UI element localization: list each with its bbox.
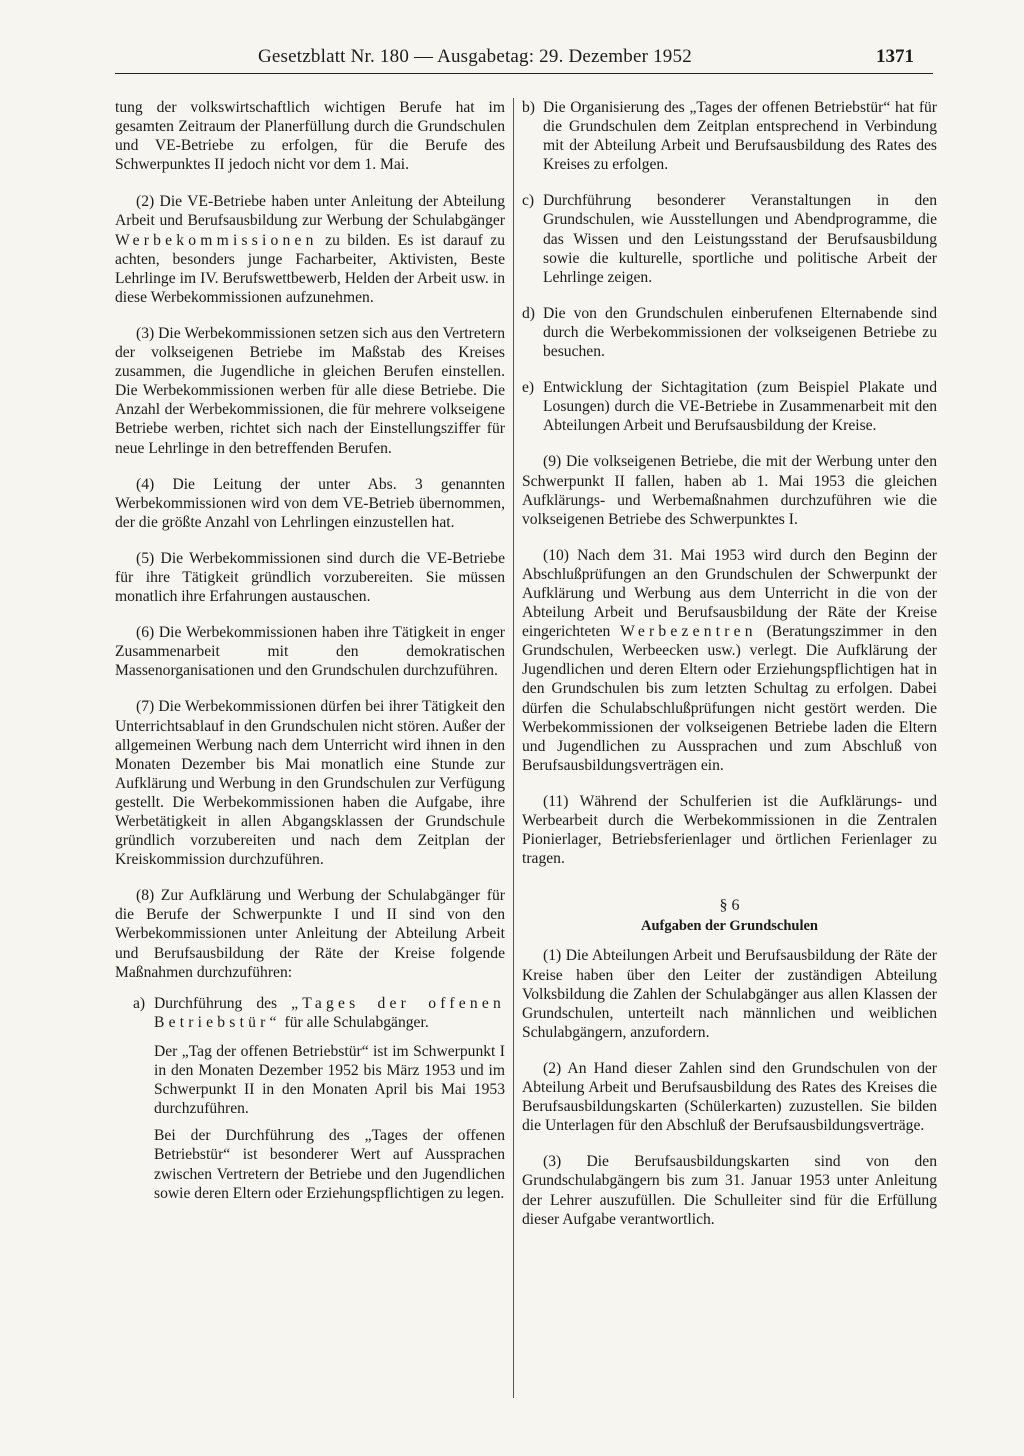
list-label: a) [133, 994, 146, 1012]
right-column [522, 98, 937, 1246]
paragraph-10: (10) Nach dem 31. Mai 1953 wird durch den Beginn der Abschlußprüfungen an den Grundschulen der Schwerpunkt der Aufklärung und Werbung aus dem Unterricht in die von der Abteilung Arbeit und Berufsausbildung der Räte der Kreise eingerichteten Werbezentren (Beratungszimmer in den Grundschulen, Werbeecken usw.) verlegt. Die Aufklärung der Jugendlichen und deren Eltern oder Erziehungspflichtigen hat in den Grundschulen bis zum letzten Schultag zu erfolgen. Dabei dürfen die Schulabschlußprüfungen nicht gestört werden. Die Werbekommissionen der volkseigenen Betriebe laden die Eltern und Jugendlichen zu Aussprachen und zum Abschluß von Berufsausbildungsverträgen ein. [522, 546, 937, 774]
paragraph-11: (11) Während der Schulferien ist die Aufklärungs- und Werbearbeit durch die Werbekommissionen in die Zentralen Pionierlager, Betriebsferienlager und örtlichen Ferienlager zu tragen. [522, 792, 937, 868]
list-label: e) [522, 379, 535, 397]
header-rule [115, 73, 933, 74]
page-header [0, 0, 1024, 80]
continued-paragraph: tung der volkswirtschaftlich wichtigen Berufe hat im gesamten Zeitraum der Planerfüllung durch die Grundschulen und VE-Betriebe zu erfolgen, für die Berufe des Schwerpunktes II jedoch nicht vor dem 1. Mai. [115, 99, 505, 174]
paragraph-2: (2) Die VE-Betriebe haben unter Anleitung der Abteilung Arbeit und Berufsausbildung zur Werbung der Schulabgänger Werbekommissionen zu bilden. Es ist darauf zu achten, besonders junge Facharbeiter, Aktivisten, Beste Lehrlinge im IV. Berufswettbewerb, Helden der Arbeit usw. in diese Werbekommissionen aufzunehmen. [115, 193, 505, 306]
list-label: c) [522, 192, 535, 210]
list-item-a: a) Durchführung des „Tages der offenen Betriebstür“ für alle Schulabgänger. [133, 994, 505, 1031]
spaced-term: „Tages der offenen Betriebstür“ [154, 994, 505, 1031]
section-6-paragraph-1: (1) Die Abteilungen Arbeit und Berufsausbildung der Räte der Kreise haben über den Leiter der zuständigen Abteilung Volksbildung die Zahlen der Schulabgänger aus allen Klassen der Grundschulen, unterteilt nach männlichen und weiblichen Schulabgängern, anzufordern. [522, 947, 937, 1041]
section-6-paragraph-3: (3) Die Berufsausbildungskarten sind von den Grundschulabgängern bis zum 31. Januar 1953 unter Anleitung der Lehrer auszufüllen. Die Schulleiter sind für die Erfüllung dieser Aufgabe verantwortlich. [522, 1153, 937, 1228]
section-6-paragraph-2: (2) An Hand dieser Zahlen sind den Grundschulen von der Abteilung Arbeit und Berufsausbildung des Rates des Kreises die Berufsausbildungskarten (Schülerkarten) zuzustellen. Sie bilden die Unterlagen für den Abschluß der Berufsausbildungsverträge. [522, 1059, 937, 1135]
section-title: Aufgaben der Grundschulen [641, 918, 818, 935]
gazette-title: Gesetzblatt Nr. 180 — Ausgabetag: 29. Dezember 1952 [258, 46, 692, 67]
list-item-b: b) Die Organisierung des „Tages der offenen Betriebstür“ hat für die Grundschulen dem Zeitplan entsprechend in Verbindung mit der Abteilung Arbeit und Berufsausbildung des Rates des Kreises zu erfolgen. [522, 99, 937, 174]
paragraph-8: (8) Zur Aufklärung und Werbung der Schulabgänger für die Berufe der Schwerpunkte I und II sind von den Werbekommissionen unter Anleitung der Abteilung Arbeit und Berufsausbildung der Räte der Kreise folgende Maßnahmen durchzuführen: [115, 887, 505, 981]
list-label: d) [522, 304, 535, 322]
paragraph-3: (3) Die Werbekommissionen setzen sich aus den Vertretern der volkseigenen Betriebe im Maßstab des Kreises zusammen, die Jugendliche in gleichen Berufen einstellen. Die Werbekommissionen werben für alle diese Betriebe. Die Anzahl der Werbekommissionen, die für mehrere volkseigene Betriebe werben, richtet sich nach der Einstellungsziffer für neue Lehrlinge in den betreffenden Berufen. [115, 324, 505, 457]
list-item-a-text-2: Bei der Durchführung des „Tages der offenen Betriebstür“ ist besonderer Wert auf Aussprachen zwischen Vertretern der Betriebe und den Jugendlichen sowie deren Eltern oder Erziehungspflichtigen zu legen. [154, 1127, 505, 1202]
list-item-e: e) Entwicklung der Sichtagitation (zum Beispiel Plakate und Losungen) durch die VE-Betriebe in Zusammenarbeit mit den Abteilungen Arbeit und Berufsausbildung der Kreise. [522, 379, 937, 435]
list-item-d: d) Die von den Grundschulen einberufenen Elternabende sind durch die Werbekommissionen der volkseigenen Betriebe zu besuchen. [522, 304, 937, 361]
paragraph-6: (6) Die Werbekommissionen haben ihre Tätigkeit in enger Zusammenarbeit mit den demokratischen Massenorganisationen und den Grundschulen durchzuführen. [115, 624, 505, 680]
section-number: § 6 [719, 897, 740, 915]
left-column [115, 98, 505, 1211]
list-item-a-text-1: Der „Tag der offenen Betriebstür“ ist im Schwerpunkt I in den Monaten Dezember 1952 bis März 1953 und im Schwerpunkt II in den Monaten April bis Mai 1953 durchzuführen. [154, 1042, 505, 1118]
list-item-c: c) Durchführung besonderer Veranstaltungen in den Grundschulen, wie Ausstellungen und Abendprogramme, die das Wissen und den Leistungsstand der Berufsausbildung sowie die kulturelle, sportliche und politische Arbeit der Lehrlinge zeigen. [522, 192, 937, 286]
paragraph-7: (7) Die Werbekommissionen dürfen bei ihrer Tätigkeit den Unterrichtsablauf in den Grundschulen nicht stören. Außer der allgemeinen Werbung nach dem Unterricht wird ihnen in den Monaten Dezember bis Mai monatlich eine Stunde zur Aufklärung und Werbung in den Grundschulen zur Verfügung gestellt. Die Werbekommissionen haben die Aufgabe, ihre Werbetätigkeit in allen Abgangsklassen der Grundschule gründlich vorzubereiten und nach dem Zeitplan der Kreiskommission durchzuführen. [115, 698, 505, 869]
page-number: 1371 [876, 46, 914, 67]
spaced-term: Werbekommissionen [115, 231, 318, 249]
spaced-term: Werbezentren [620, 623, 757, 641]
column-divider [513, 98, 514, 1398]
paragraph-4: (4) Die Leitung der unter Abs. 3 genannten Werbekommissionen wird von dem VE-Betrieb übernommen, der die größte Anzahl von Lehrlingen einzustellen hat. [115, 475, 505, 531]
list-label: b) [522, 99, 535, 116]
paragraph-9: (9) Die volkseigenen Betriebe, die mit der Werbung unter den Schwerpunkt II fallen, haben ab 1. Mai 1953 die gleichen Aufklärungs- und Werbemaßnahmen durchzuführen wie die volkseigenen Betriebe des Schwerpunktes I. [522, 453, 937, 528]
paragraph-5: (5) Die Werbekommissionen sind durch die VE-Betriebe für ihre Tätigkeit gründlich vorzubereiten. Sie müssen monatlich ihre Erfahrungen austauschen. [115, 549, 505, 606]
